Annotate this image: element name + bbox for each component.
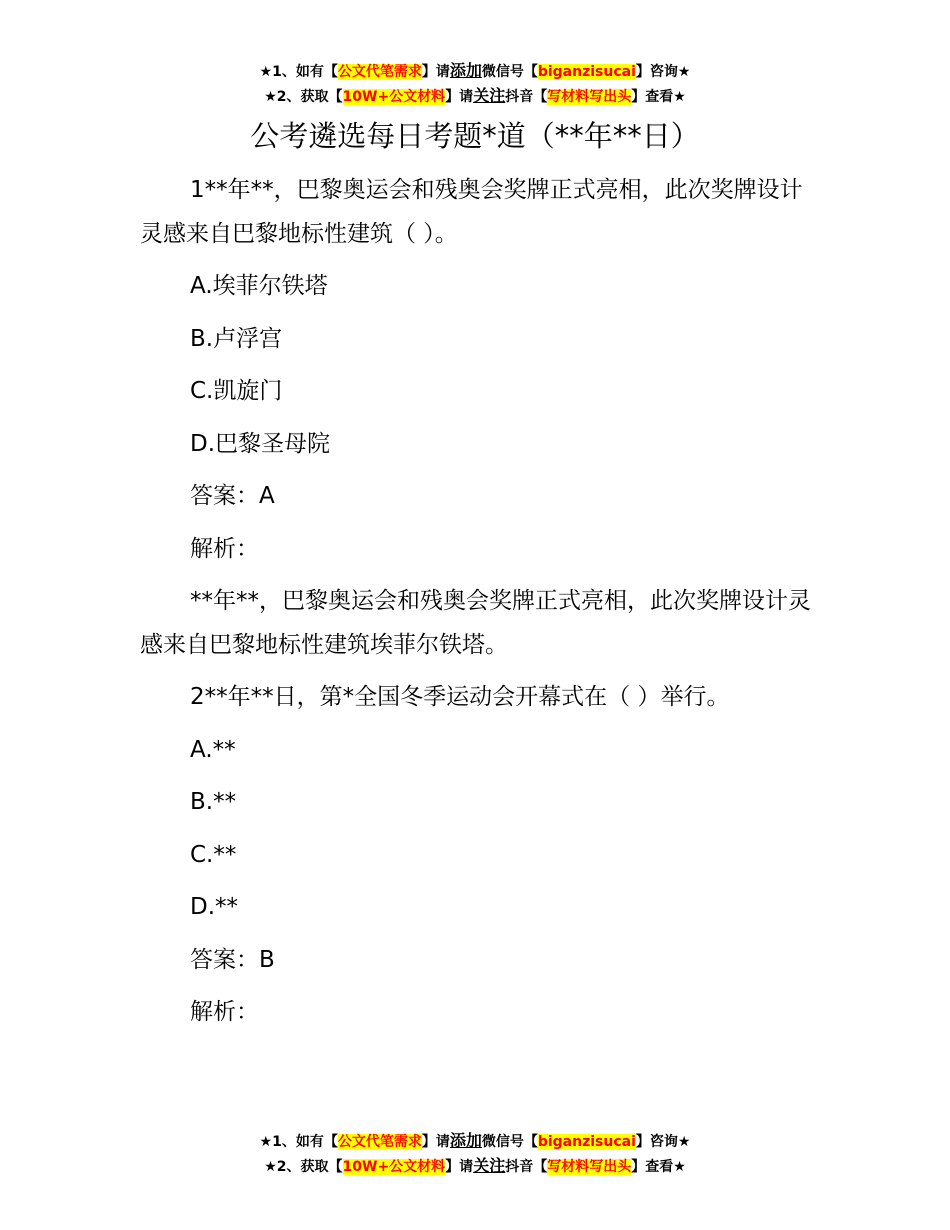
question-1-option-a: A.埃菲尔铁塔 [190, 273, 328, 299]
question-2-answer: 答案：B [190, 946, 275, 973]
question-1-option-b: B.卢浮宫 [190, 325, 283, 352]
banner-line-1 [0, 59, 950, 84]
banner-line-2 [0, 84, 950, 109]
banner-text: 】咨询★ [635, 64, 691, 80]
header-banner [0, 59, 950, 109]
footer-banner [0, 1129, 950, 1179]
banner-text: 】请 [421, 64, 450, 80]
banner-text: ★1、如有【 [259, 64, 338, 80]
question-2-analysis-label: 解析： [190, 999, 259, 1025]
banner-highlight: 10W+公文材料 [342, 1159, 446, 1175]
banner-highlight: biganzisucai [537, 1134, 636, 1150]
banner-text: 微信号【 [481, 1134, 538, 1150]
banner-text: ★2、获取【 [264, 89, 343, 105]
question-2-option-a: A.** [190, 736, 236, 763]
banner-highlight: biganzisucai [537, 64, 636, 80]
banner-text: 抖音【 [505, 89, 548, 105]
banner-text: 】咨询★ [635, 1134, 691, 1150]
question-2-option-d: D.** [190, 894, 239, 920]
banner-highlight: 公文代笔需求 [337, 64, 422, 80]
banner-underline: 关注 [473, 1156, 506, 1175]
banner-highlight: 写材料写出头 [547, 1159, 632, 1175]
question-1-analysis-label: 解析： [190, 535, 259, 562]
banner-line-2 [0, 1154, 950, 1179]
question-1-option-c: C.凯旋门 [190, 378, 283, 404]
banner-text: ★1、如有【 [259, 1134, 338, 1150]
question-2-option-b: B.** [190, 789, 237, 815]
question-1-option-d: D.巴黎圣母院 [190, 430, 331, 457]
banner-text: ★2、获取【 [264, 1159, 343, 1175]
page-title: 公考遴选每日考题*道（**年**日） [250, 119, 700, 153]
banner-text: 】查看★ [631, 89, 686, 105]
banner-text: 】请 [445, 1159, 474, 1175]
banner-text: 抖音【 [505, 1159, 548, 1175]
question-1-analysis: **年**，巴黎奥运会和残奥会奖牌正式亮相，此次奖牌设计灵感来自巴黎地标性建筑埃菲尔铁塔。 [140, 588, 811, 658]
question-1-stem: 1**年**，巴黎奥运会和残奥会奖牌正式亮相，此次奖牌设计灵感来自巴黎地标性建筑（ ）。 [140, 177, 803, 247]
question-2-stem: 2**年**日，第*全国冬季运动会开幕式在（ ）举行。 [190, 684, 730, 710]
question-1-answer: 答案：A [190, 483, 275, 509]
banner-highlight: 写材料写出头 [547, 89, 632, 105]
banner-highlight: 公文代笔需求 [337, 1134, 422, 1150]
banner-underline: 添加 [449, 61, 482, 80]
banner-underline: 关注 [473, 86, 506, 105]
question-2-option-c: C.** [190, 841, 237, 868]
banner-text: 】请 [421, 1134, 450, 1150]
banner-line-1 [0, 1129, 950, 1154]
banner-underline: 添加 [449, 1131, 482, 1150]
banner-text: 微信号【 [481, 64, 538, 80]
banner-text: 】请 [445, 89, 474, 105]
document-body [140, 168, 820, 1043]
banner-text: 】查看★ [631, 1159, 686, 1175]
banner-highlight: 10W+公文材料 [342, 89, 446, 105]
